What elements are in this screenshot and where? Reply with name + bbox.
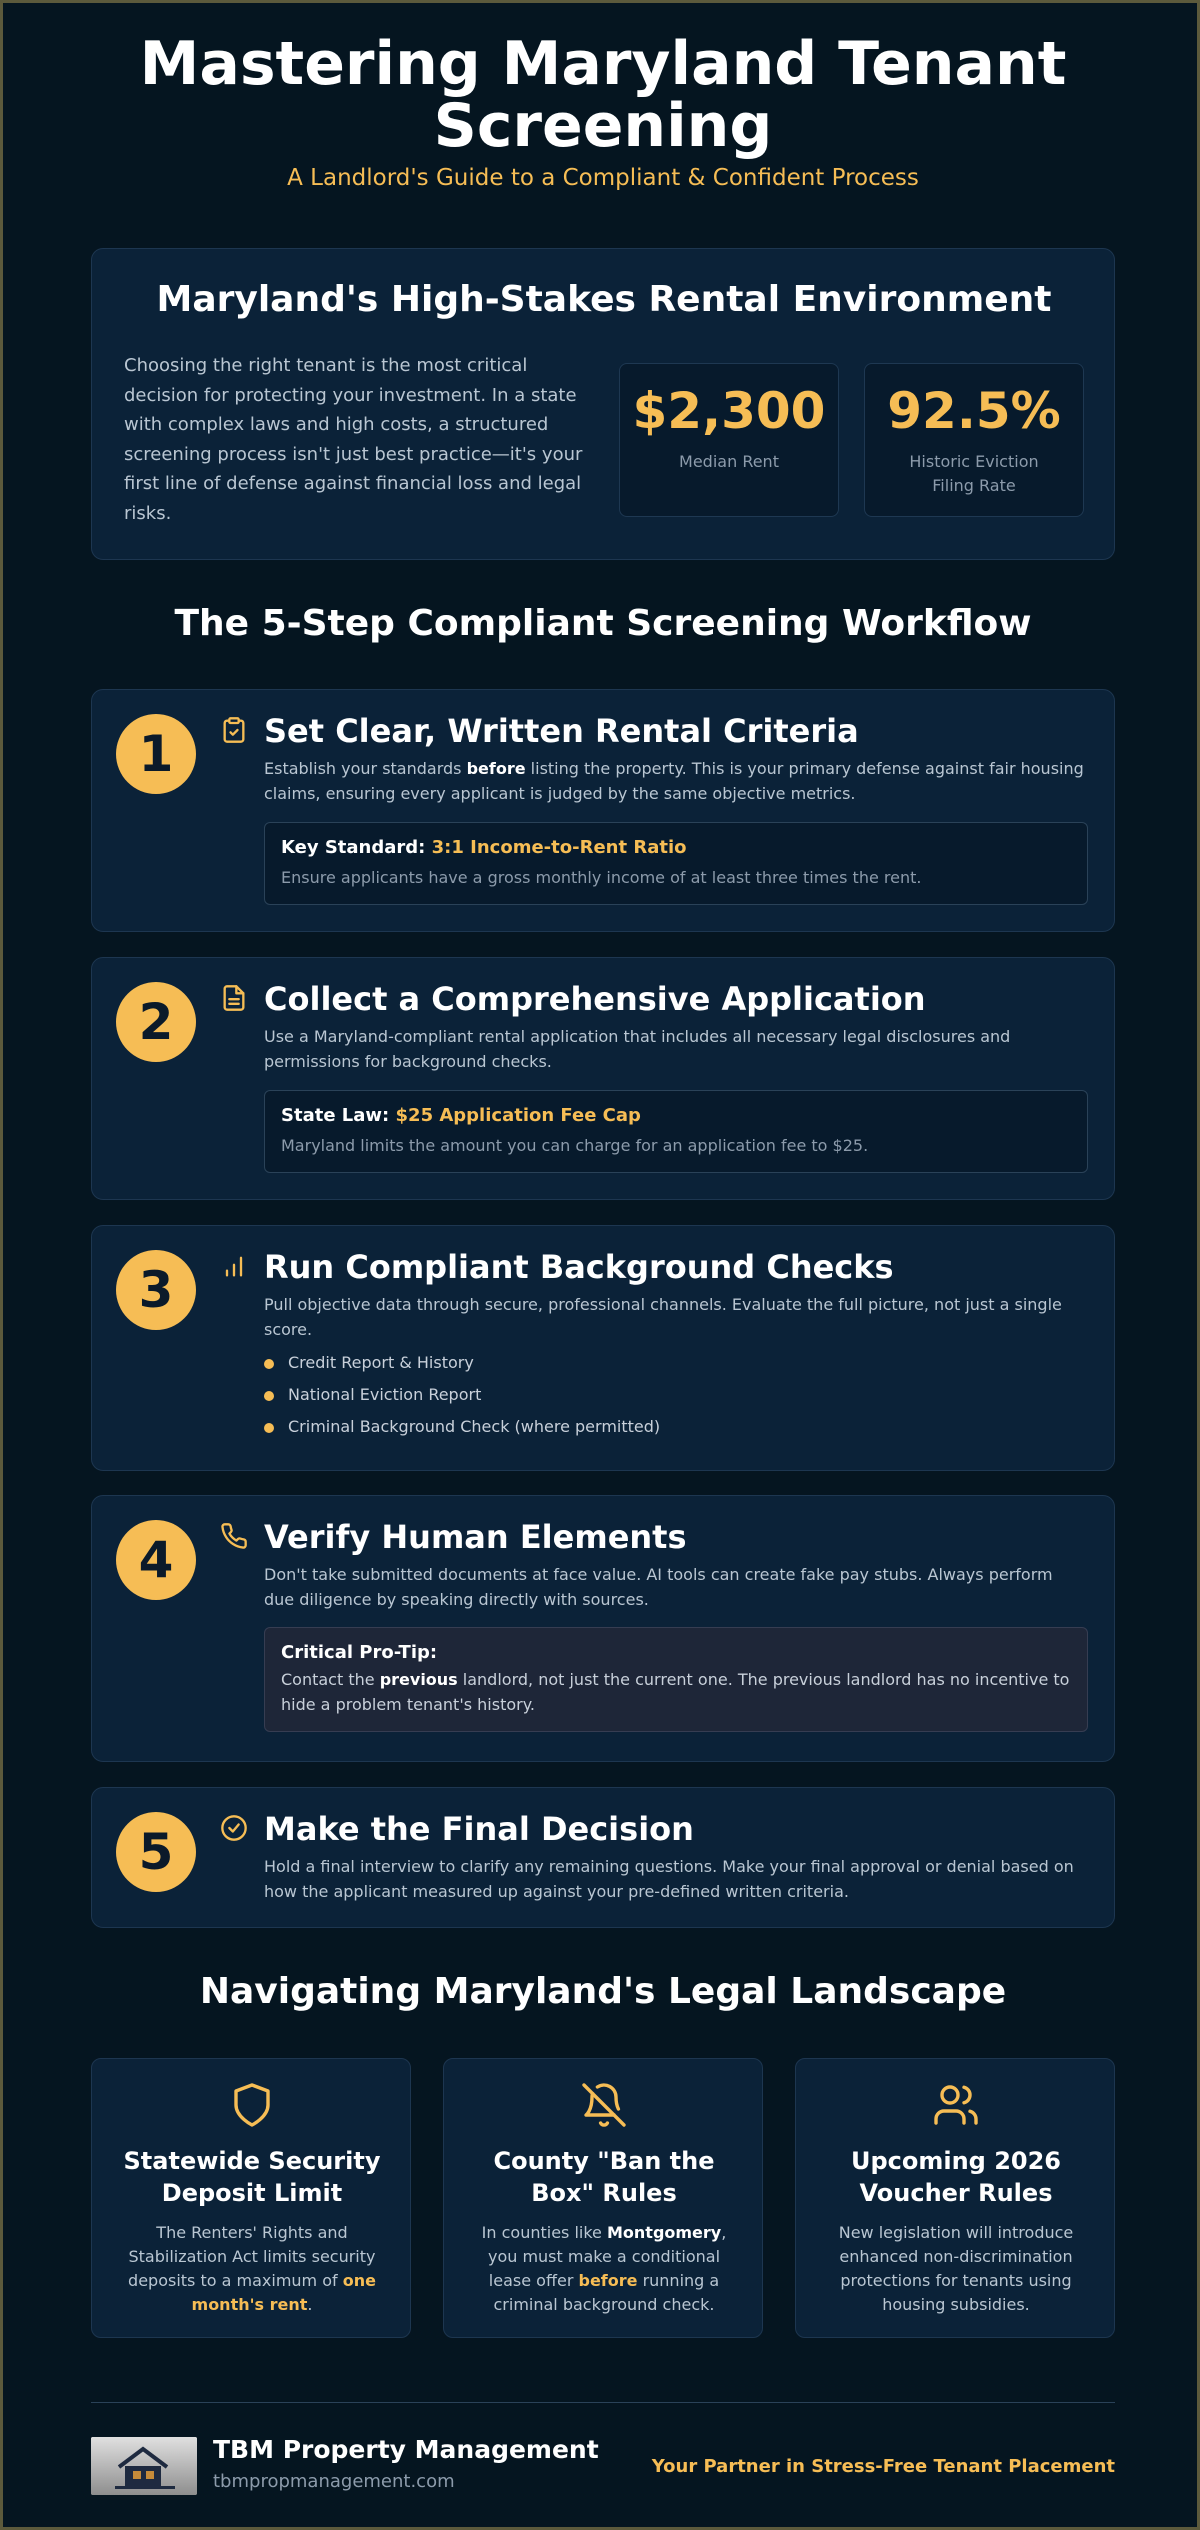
step-title: Verify Human Elements: [264, 1518, 687, 1556]
legal-card-title: County "Ban the Box" Rules: [493, 2147, 715, 2207]
step-text: Use a Maryland-compliant rental application that includes all necessary legal disclosures and permissions for background checks.: [264, 1027, 1011, 1071]
stat-eviction-rate: [864, 363, 1084, 517]
step-2-card: [91, 957, 1115, 1200]
step-title: Collect a Comprehensive Application: [264, 980, 926, 1018]
stat-value: $2,300: [632, 382, 826, 440]
workflow-title: The 5-Step Compliant Screening Workflow: [174, 603, 1032, 644]
brand-name: TBM Property Management: [213, 2435, 599, 2464]
check-circle-icon: [220, 1814, 248, 1842]
step-number: 2: [116, 982, 196, 1062]
footer-tagline: Your Partner in Stress-Free Tenant Placement: [651, 2456, 1115, 2477]
check-list: [264, 1347, 660, 1443]
step-text: Hold a final interview to clarify any remaining questions. Make your final approval or denial based on how the applicant measured up against your pre-defined written criteria.: [264, 1857, 1074, 1901]
state-law-callout: [264, 1090, 1088, 1173]
step-5-card: [91, 1787, 1115, 1928]
brand-url[interactable]: tbmpropmanagement.com: [213, 2471, 455, 2492]
legal-card-text: New legislation will introduce enhanced non-discrimination protections for tenants using housing subsidies.: [838, 2223, 1074, 2314]
callout-heading: State Law: $25 Application Fee Cap: [281, 1105, 641, 1126]
legal-card-title: Upcoming 2026 Voucher Rules: [850, 2147, 1062, 2207]
company-logo: [91, 2437, 197, 2495]
step-title: Set Clear, Written Rental Criteria: [264, 712, 859, 750]
step-text: Pull objective data through secure, professional channels. Evaluate the full picture, not just a single score.: [264, 1295, 1062, 1339]
title-line-1: Mastering Maryland Tenant: [139, 29, 1067, 99]
stat-label: Historic Eviction Filing Rate: [909, 452, 1039, 495]
phone-icon: [220, 1522, 248, 1550]
bar-chart-icon: [220, 1252, 248, 1280]
title-line-2: Screening: [433, 91, 773, 161]
document-icon: [220, 984, 248, 1012]
legal-card-voucher-rules: [795, 2058, 1115, 2338]
step-title: Run Compliant Background Checks: [264, 1248, 894, 1286]
step-1-card: [91, 689, 1115, 932]
callout-text: Ensure applicants have a gross monthly income of at least three times the rent.: [281, 868, 922, 887]
step-text: Don't take submitted documents at face value. AI tools can create fake pay stubs. Always perform due diligence by speaking directly with sources.: [264, 1565, 1053, 1609]
callout-text: Maryland limits the amount you can charge for an application fee to $25.: [281, 1136, 869, 1155]
stat-value: 92.5%: [887, 382, 1061, 440]
clipboard-check-icon: [220, 716, 248, 744]
step-number: 1: [116, 714, 196, 794]
footer-divider: [91, 2402, 1115, 2403]
step-title: Make the Final Decision: [264, 1810, 694, 1848]
callout-heading: Critical Pro-Tip:: [281, 1642, 438, 1663]
legal-title: Navigating Maryland's Legal Landscape: [199, 1971, 1007, 2012]
environment-text: Choosing the right tenant is the most critical decision for protecting your investment. In a state with complex laws and high costs, a structured screening process isn't just best practice—it's your first line of defense against financial loss and legal risks.: [124, 355, 583, 524]
step-number: 4: [116, 1520, 196, 1600]
list-item: Criminal Background Check (where permitted): [264, 1411, 660, 1443]
stat-label: Median Rent: [679, 452, 779, 471]
environment-title: Maryland's High-Stakes Rental Environment: [156, 279, 1052, 320]
step-number: 5: [116, 1812, 196, 1892]
legal-card-text: In counties like Montgomery, you must make a conditional lease offer before running a criminal background check.: [481, 2223, 727, 2314]
page-title: [91, 29, 1115, 161]
shield-icon: [228, 2081, 276, 2129]
callout-heading: Key Standard: 3:1 Income-to-Rent Ratio: [281, 837, 687, 858]
legal-card-text: The Renters' Rights and Stabilization Act limits security deposits to a maximum of one month's rent.: [128, 2223, 376, 2314]
step-number: 3: [116, 1250, 196, 1330]
callout-text: Contact the previous landlord, not just the current one. The previous landlord has no incentive to hide a problem tenant's history.: [281, 1670, 1070, 1714]
legal-card-ban-the-box: [443, 2058, 763, 2338]
stat-median-rent: [619, 363, 839, 517]
list-item: National Eviction Report: [264, 1379, 660, 1411]
environment-card: [91, 248, 1115, 560]
step-3-card: [91, 1225, 1115, 1471]
page-subtitle: A Landlord's Guide to a Compliant & Confident Process: [287, 165, 919, 191]
pro-tip-callout: [264, 1627, 1088, 1732]
step-text: Establish your standards before listing the property. This is your primary defense against fair housing claims, ensuring every applicant is judged by the same objective metrics.: [264, 759, 1084, 803]
step-4-card: [91, 1495, 1115, 1762]
list-item: Credit Report & History: [264, 1347, 660, 1379]
key-standard-callout: [264, 822, 1088, 905]
legal-card-title: Statewide Security Deposit Limit: [123, 2147, 381, 2207]
bell-off-icon: [580, 2081, 628, 2129]
users-icon: [932, 2081, 980, 2129]
legal-card-security-deposit: [91, 2058, 411, 2338]
